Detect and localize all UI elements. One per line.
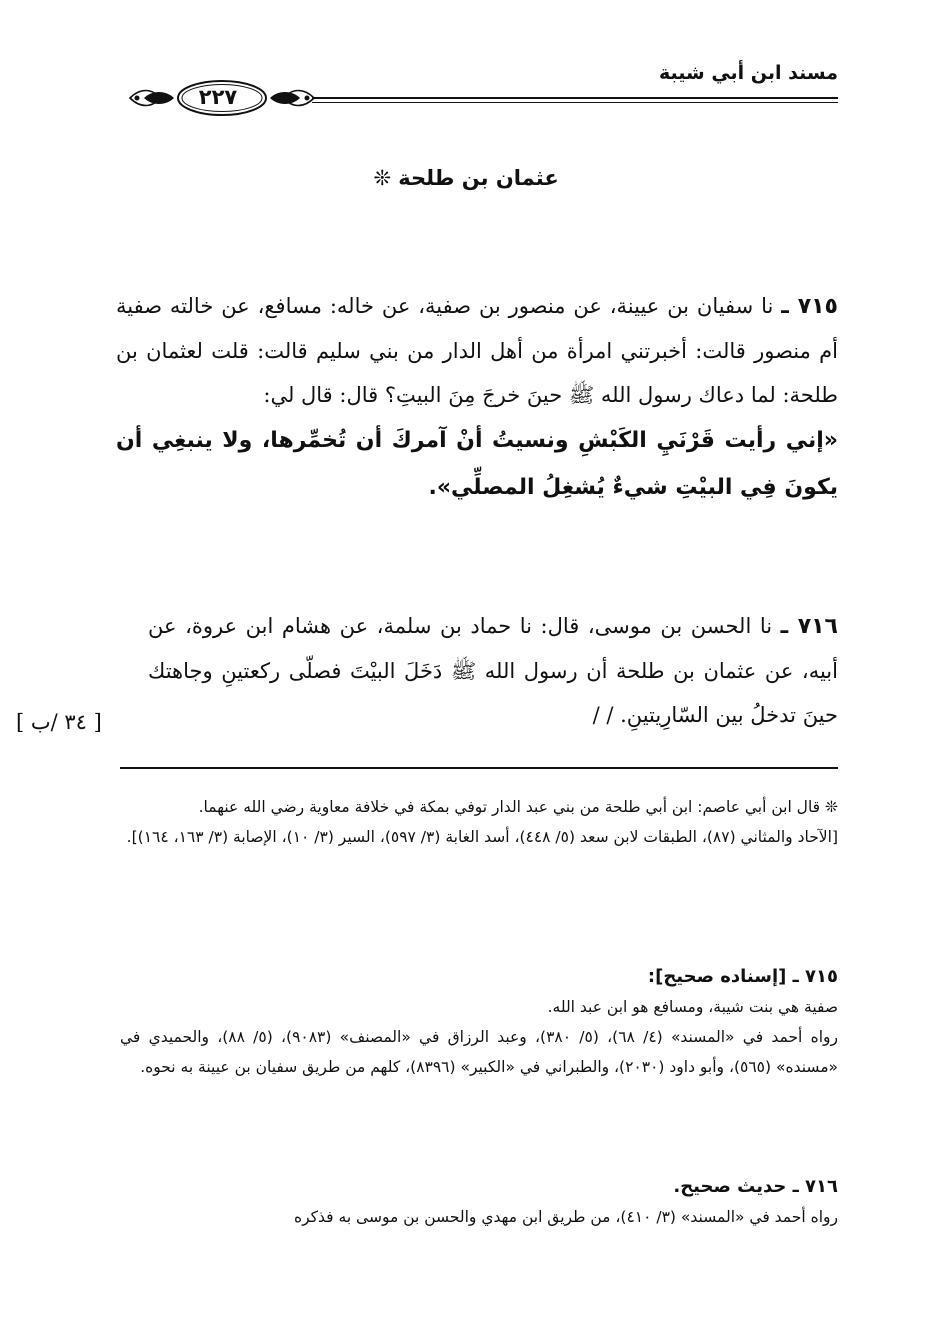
footnote-heading: ٧١٦ ـ حديث صحيح. (673, 1176, 838, 1197)
hadith-715 (116, 284, 838, 511)
footnote-715 (120, 962, 838, 1082)
footnote-line: رواه أحمد في «المسند» (٤/ ٦٨)، (٥/ ٣٨٠)، وعبد الرزاق في «المصنف» (٩٠٨٣)، (٥/ ٨٨)، والحميدي في «مسنده» (٥٦٥)، وأبو داود (٢٠٣٠)، والطبراني في «الكبير» (٨٣٩٦)، كلهم من طريق سفيان بن عيينة به نحوه. (120, 1028, 838, 1076)
footnote-716 (120, 1172, 838, 1232)
page-number: ٢٢٧ (198, 85, 238, 109)
footnote-heading: ٧١٥ ـ [إسناده صحيح]: (647, 966, 838, 987)
footnote-rule (120, 767, 838, 769)
folio-marker: [ ٣٤ /ب ] (16, 710, 102, 734)
footnote-line: صفية هي بنت شيبة، ومسافع هو ابن عبد الله. (547, 998, 838, 1016)
section-title: عثمان بن طلحة ❊ (373, 166, 559, 190)
hadith-716 (148, 604, 838, 737)
footnote-references: [الآحاد والمثاني (٨٧)، الطبقات لابن سعد (٥/ ٤٤٨)، أسد الغابة (٣/ ٥٩٧)، السير (٣/ ١٠)، الإصابة (٣/ ١٦٣، ١٦٤)]. (126, 828, 838, 846)
running-title: مسند ابن أبي شيبة (658, 62, 838, 84)
footnote-note: ❊ قال ابن أبي عاصم: ابن أبي طلحة من بني عبد الدار توفي بمكة في خلافة معاوية رضي الله عنهما. (198, 798, 838, 816)
hadith-number: ٧١٥ ـ (781, 294, 838, 319)
header-rule-thin (312, 102, 838, 103)
footnote-biography (120, 792, 838, 852)
hadith-quote: «إني رأيت قَرْنَيِ الكَبْشِ ونسيتُ أنْ آمركَ أن تُخمِّرها، ولا ينبغِي أن يكونَ فِي البيْتِ شيءٌ يُشغِلُ المصلِّي». (116, 428, 838, 500)
header-rule (312, 97, 838, 99)
hadith-number: ٧١٦ ـ (780, 614, 838, 639)
hadith-text: نا الحسن بن موسى، قال: نا حماد بن سلمة، عن هشام ابن عروة، عن أبيه، عن عثمان بن طلحة أن رسول الله ﷺ دَخَلَ البيْتَ فصلّى ركعتينِ وجاهتك حينَ تدخلُ بين السّارِيتينِ. / / (148, 614, 838, 727)
hadith-text: نا سفيان بن عيينة، عن منصور بن صفية، عن خاله: مسافع، عن خالته صفية أم منصور قالت: أخبرتني امرأة من أهل الدار من بني سليم قالت: قلت لعثمان بن طلحة: لما دعاك رسول الله ﷺ حينَ خرجَ مِنَ البيتِ؟ قال: قال لي: (116, 294, 838, 407)
footnote-line: رواه أحمد في «المسند» (٣/ ٤١٠)، من طريق ابن مهدي والحسن بن موسى به فذكره (293, 1208, 838, 1226)
